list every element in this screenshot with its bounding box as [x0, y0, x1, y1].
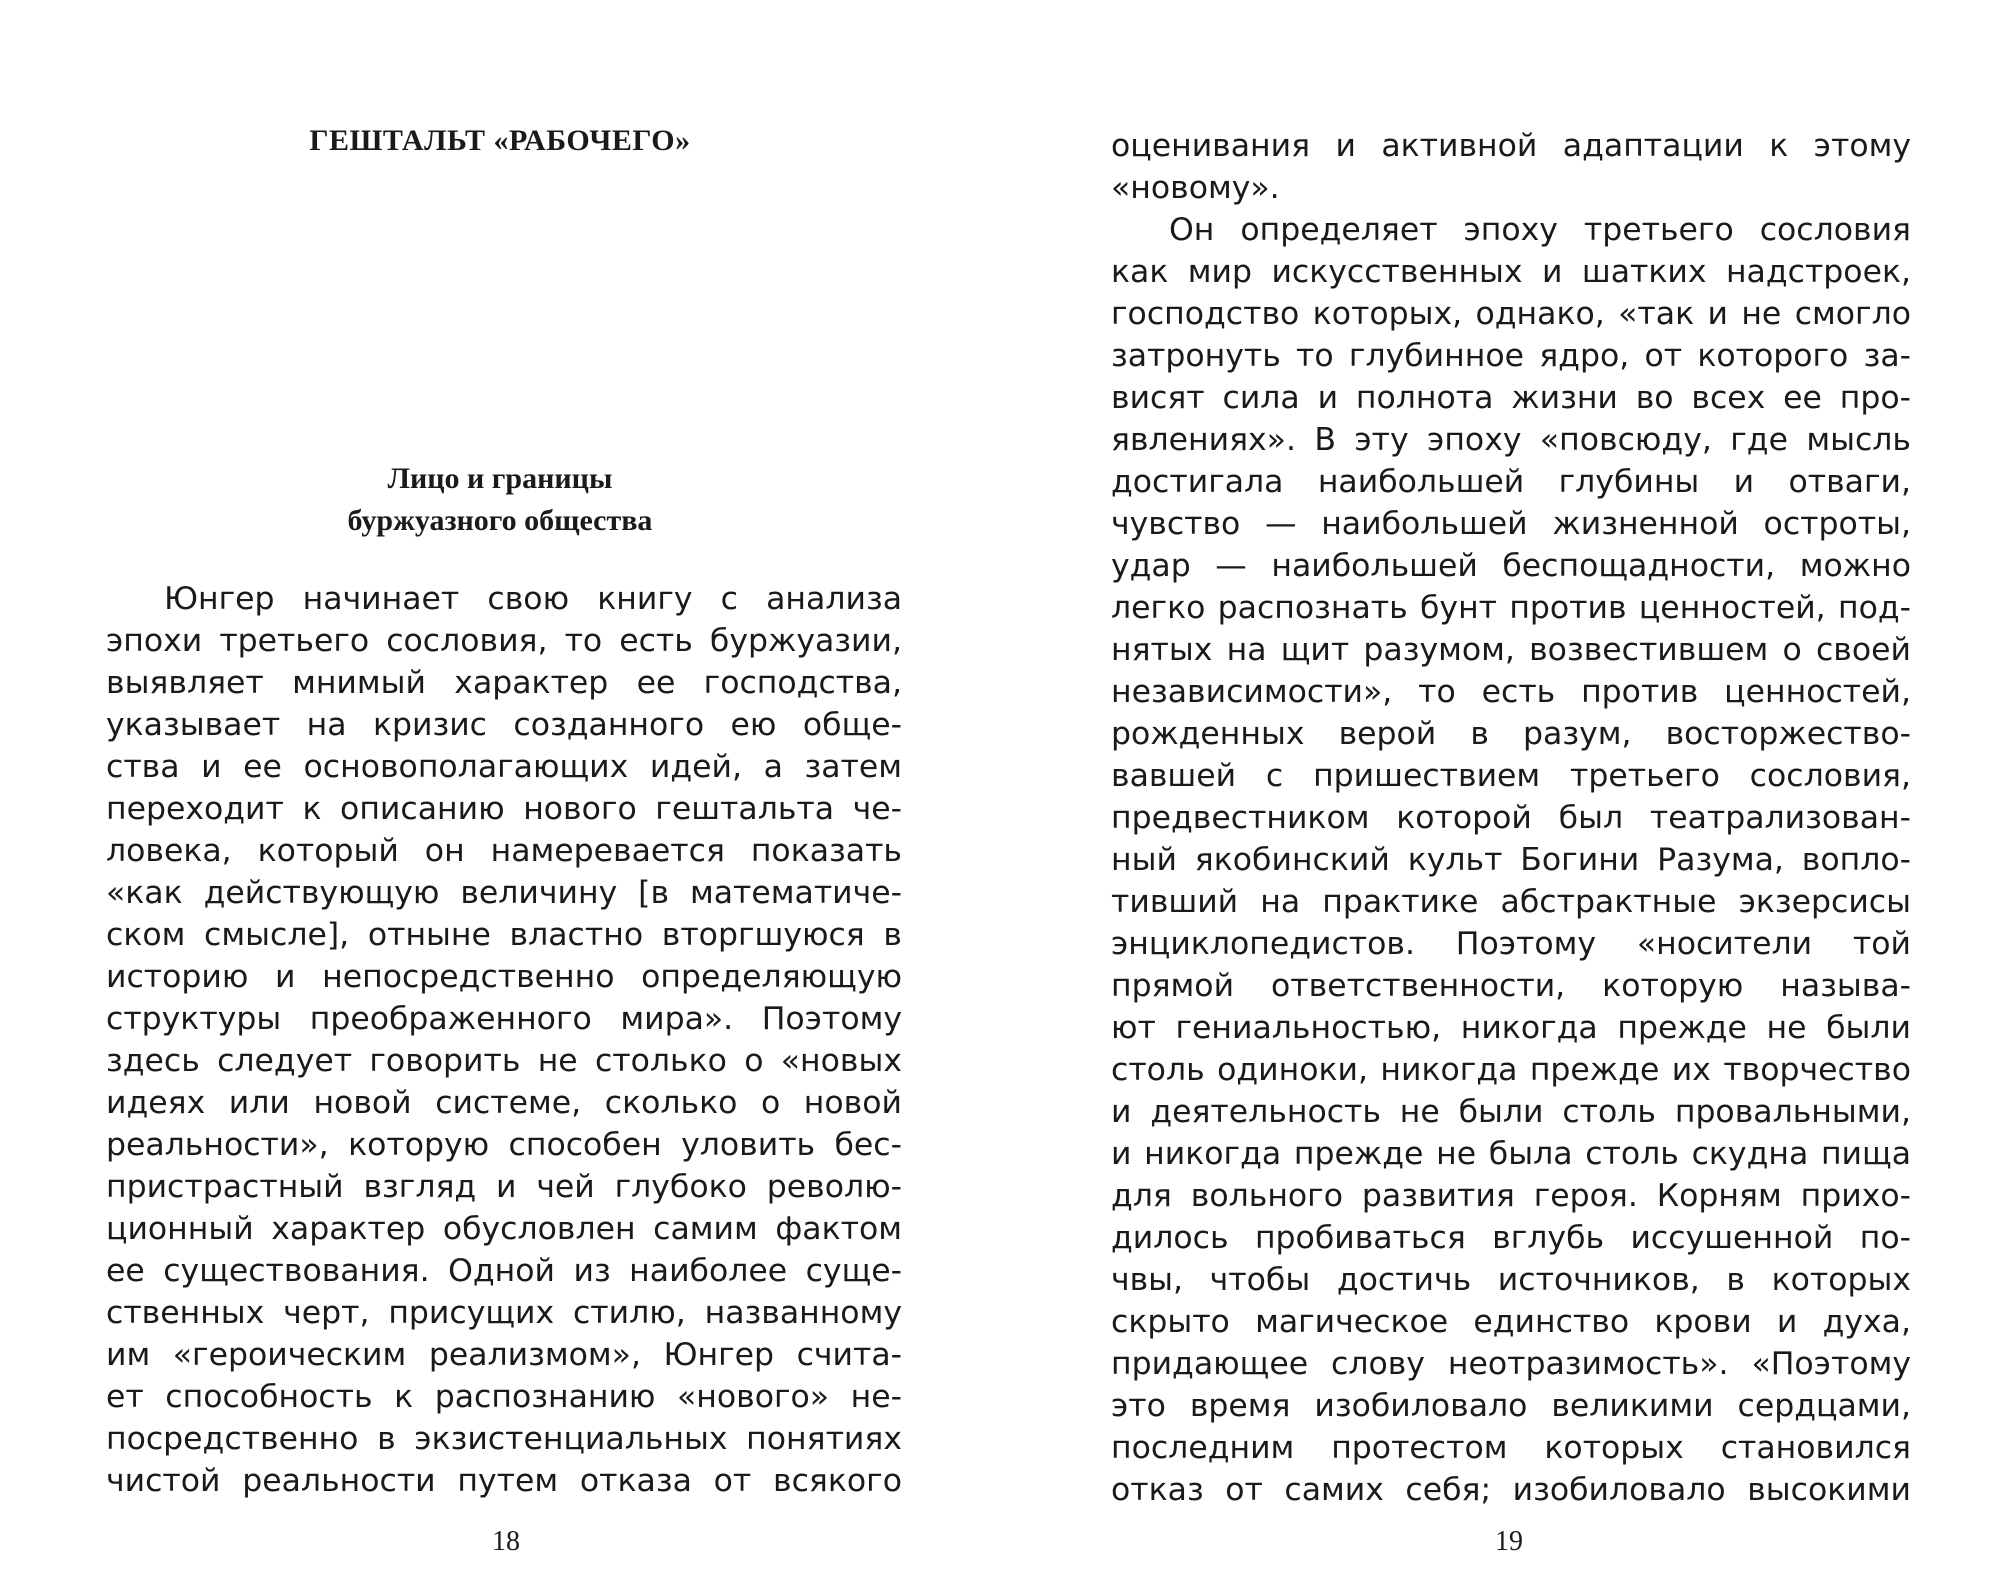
text-line: ском смысле], отныне властно вторгшуюся в: [106, 917, 902, 953]
section-heading-line: Лицо и границы: [387, 462, 613, 495]
text-line: посредственно в экзистенциальных понятиях: [106, 1421, 902, 1457]
text-line: реальности», которую способен уловить бес-: [106, 1127, 902, 1163]
text-line: достигала наибольшей глубины и отваги,: [1111, 464, 1911, 500]
text-line: предвестником которой был театрализован-: [1111, 800, 1911, 836]
text-line: как мир искусственных и шатких надстроек,: [1111, 254, 1911, 290]
section-heading: [100, 458, 900, 542]
text-line: тивший на практике абстрактные экзерсисы: [1111, 884, 1911, 920]
text-line: чувство — наибольшей жизненной остроты,: [1111, 506, 1911, 542]
text-line: последним протестом которых становился: [1111, 1430, 1911, 1466]
page-number: 19: [1495, 1526, 1523, 1557]
text-line: здесь следует говорить не столько о «новых: [106, 1043, 902, 1079]
text-line: «новому».: [1111, 170, 1280, 206]
text-line: структуры преображенного мира». Поэтому: [106, 1001, 902, 1037]
left-body-text: [106, 578, 902, 1502]
text-line: скрыто магическое единство крови и духа,: [1111, 1304, 1911, 1340]
text-line: и никогда прежде не была столь скудна пища: [1111, 1136, 1911, 1172]
text-line: пристрастный взгляд и чей глубоко револю-: [106, 1169, 902, 1205]
text-line: ловека, который он намеревается показать: [106, 833, 902, 869]
text-line: им «героическим реализмом», Юнгер счита-: [106, 1337, 902, 1373]
text-line: чвы, чтобы достичь источников, в которых: [1111, 1262, 1911, 1298]
right-body-text: [1111, 125, 1911, 1511]
text-line: удар — наибольшей беспощадности, можно: [1111, 548, 1911, 584]
text-line: для вольного развития героя. Корням прихо-: [1111, 1178, 1911, 1214]
text-line: придающее слову неотразимость». «Поэтому: [1111, 1346, 1911, 1382]
text-line: это время изобиловало великими сердцами,: [1111, 1388, 1911, 1424]
right-page: [1000, 0, 2000, 1588]
text-line: ют гениальностью, никогда прежде не были: [1111, 1010, 1911, 1046]
text-line: ственных черт, присущих стилю, названному: [106, 1295, 902, 1331]
text-line: историю и непосредственно определяющую: [106, 959, 902, 995]
text-line: ный якобинский культ Богини Разума, вопло-: [1111, 842, 1911, 878]
text-line: энциклопедистов. Поэтому «носители той: [1111, 926, 1911, 962]
page-number: 18: [492, 1526, 520, 1557]
text-line: рожденных верой в разум, восторжество-: [1111, 716, 1911, 752]
text-line: чистой реальности путем отказа от всякого: [106, 1463, 902, 1499]
text-line: отказ от самих себя; изобиловало высокими: [1111, 1472, 1911, 1508]
text-line: Юнгер начинает свою книгу с анализа: [164, 581, 902, 617]
text-line: нятых на щит разумом, возвестившем о своей: [1111, 632, 1911, 668]
text-line: и деятельность не были столь провальными,: [1111, 1094, 1911, 1130]
text-line: затронуть то глубинное ядро, от которого за-: [1111, 338, 1911, 374]
text-line: дилось пробиваться вглубь иссушенной по-: [1111, 1220, 1911, 1256]
text-line: оценивания и активной адаптации к этому: [1111, 128, 1911, 164]
text-line: Он определяет эпоху третьего сословия: [1169, 212, 1911, 248]
text-line: эпохи третьего сословия, то есть буржуазии,: [106, 623, 902, 659]
text-line: столь одиноки, никогда прежде их творчество: [1111, 1052, 1911, 1088]
text-line: вавшей с пришествием третьего сословия,: [1111, 758, 1911, 794]
text-line: ционный характер обусловлен самим фактом: [106, 1211, 902, 1247]
chapter-title: ГЕШТАЛЬТ «РАБОЧЕГО»: [309, 124, 691, 157]
text-line: «как действующую величину [в математиче-: [106, 875, 902, 911]
text-line: явлениях». В эту эпоху «повсюду, где мысль: [1111, 422, 1911, 458]
text-line: указывает на кризис созданного ею обще-: [106, 707, 902, 743]
text-line: переходит к описанию нового гештальта че-: [106, 791, 902, 827]
section-heading-line: буржуазного общества: [347, 504, 653, 537]
text-line: идеях или новой системе, сколько о новой: [106, 1085, 902, 1121]
text-line: ства и ее основополагающих идей, а затем: [106, 749, 902, 785]
text-line: легко распознать бунт против ценностей, под-: [1111, 590, 1911, 626]
text-line: господство которых, однако, «так и не смогло: [1111, 296, 1911, 332]
text-line: висят сила и полнота жизни во всех ее про-: [1111, 380, 1911, 416]
text-line: ет способность к распознанию «нового» не-: [106, 1379, 902, 1415]
text-line: прямой ответственности, которую называ-: [1111, 968, 1911, 1004]
text-line: выявляет мнимый характер ее господства,: [106, 665, 902, 701]
text-line: независимости», то есть против ценностей,: [1111, 674, 1911, 710]
text-line: ее существования. Одной из наиболее суще-: [106, 1253, 902, 1289]
